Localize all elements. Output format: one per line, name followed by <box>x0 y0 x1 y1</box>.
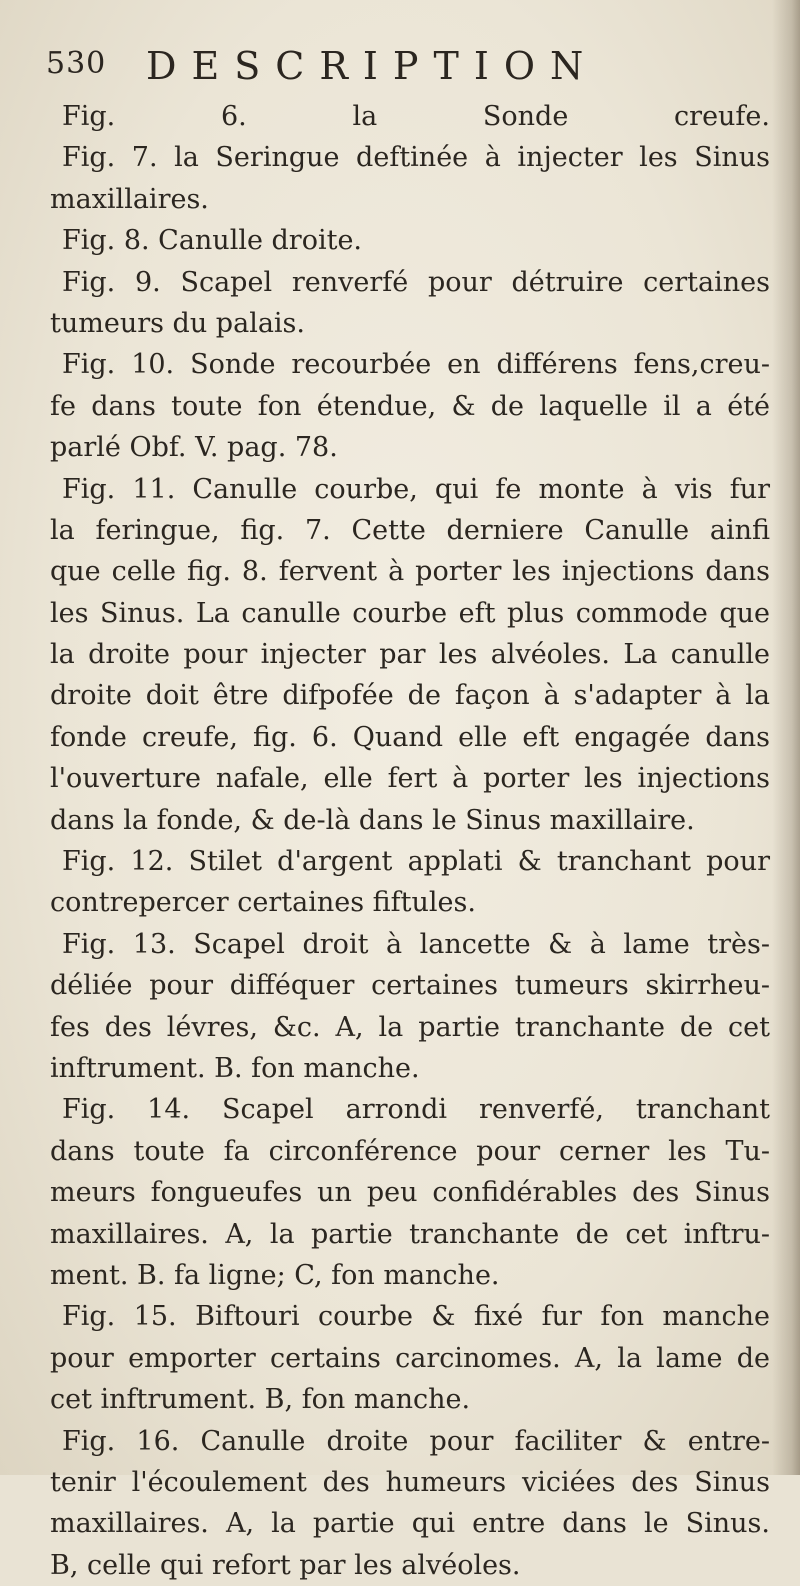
text-line: contrepercer certaines fiftules. <box>50 887 476 919</box>
text-line: parlé Obf. V. pag. 78. <box>50 432 338 464</box>
text-line: que celle fig. 8. fervent à porter les injections dans <box>50 556 770 588</box>
text-line: tenir l'écoulement des humeurs viciées des Sinus <box>50 1466 770 1498</box>
page-edge-shadow <box>772 0 800 1475</box>
text-line: Fig. 10. Sonde recourbée en différens fens,creu- <box>62 349 770 381</box>
text-line: déliée pour difféquer certaines tumeurs skirrheu- <box>50 970 770 1002</box>
text-line: Fig. 7. la Seringue deftinée à injecter les Sinus <box>62 142 770 174</box>
page-number: 530 <box>46 46 107 81</box>
text-line: Fig. 14. Scapel arrondi renverfé, tranchant <box>62 1094 770 1126</box>
text-line: inftrument. B. fon manche. <box>50 1052 420 1084</box>
text-line: tumeurs du palais. <box>50 307 305 339</box>
text-line: Fig. 15. Biftouri courbe & fixé fur fon manche <box>62 1301 770 1333</box>
text-line: maxillaires. A, la partie tranchante de cet inftru- <box>50 1218 770 1250</box>
text-line: ment. B. fa ligne; C, fon manche. <box>50 1259 500 1291</box>
text-line: l'ouverture nafale, elle fert à porter les injections <box>50 763 770 795</box>
text-line: meurs fongueufes un peu confidérables des Sinus <box>50 1177 770 1209</box>
page-header <box>46 42 746 88</box>
text-line: maxillaires. A, la partie qui entre dans le Sinus. <box>50 1508 770 1540</box>
text-line: Fig. 13. Scapel droit à lancette & à lame très- <box>62 928 770 960</box>
text-line: la droite pour injecter par les alvéoles. La canulle <box>50 639 770 671</box>
text-line: Fig. 16. Canulle droite pour faciliter & entre- <box>62 1425 770 1457</box>
text-line: Fig. 8. Canulle droite. <box>62 225 363 257</box>
text-line: pour emporter certains carcinomes. A, la lame de <box>50 1342 770 1374</box>
text-line: B, celle qui refort par les alvéoles. <box>50 1549 521 1581</box>
running-head: DESCRIPTION <box>146 44 599 88</box>
text-line: Fig. 12. Stilet d'argent applati & tranchant pour <box>62 846 770 878</box>
text-line: droite doit être difpofée de façon à s'adapter à la <box>50 680 770 712</box>
text-line: Fig. 11. Canulle courbe, qui fe monte à vis fur <box>62 473 770 505</box>
text-line: dans la fonde, & de-là dans le Sinus maxillaire. <box>50 804 695 836</box>
text-line: fe dans toute fon étendue, & de laquelle il a été <box>50 390 770 422</box>
text-line: cet inftrument. B, fon manche. <box>50 1384 471 1416</box>
text-line: fonde creufe, fig. 6. Quand elle eft engagée dans <box>50 721 770 753</box>
text-line: les Sinus. La canulle courbe eft plus commode que <box>50 597 770 629</box>
text-line: maxillaires. <box>50 183 209 215</box>
body-text <box>50 96 770 1586</box>
text-line: Fig. 6. la Sonde creufe. <box>62 101 770 132</box>
text-line: fes des lévres, &c. A, la partie tranchante de cet <box>50 1011 770 1043</box>
text-line: dans toute fa circonférence pour cerner les Tu- <box>50 1135 770 1167</box>
text-line: Fig. 9. Scapel renverfé pour détruire certaines <box>62 266 770 298</box>
text-line: la feringue, fig. 7. Cette derniere Canulle ainfi <box>50 514 770 546</box>
